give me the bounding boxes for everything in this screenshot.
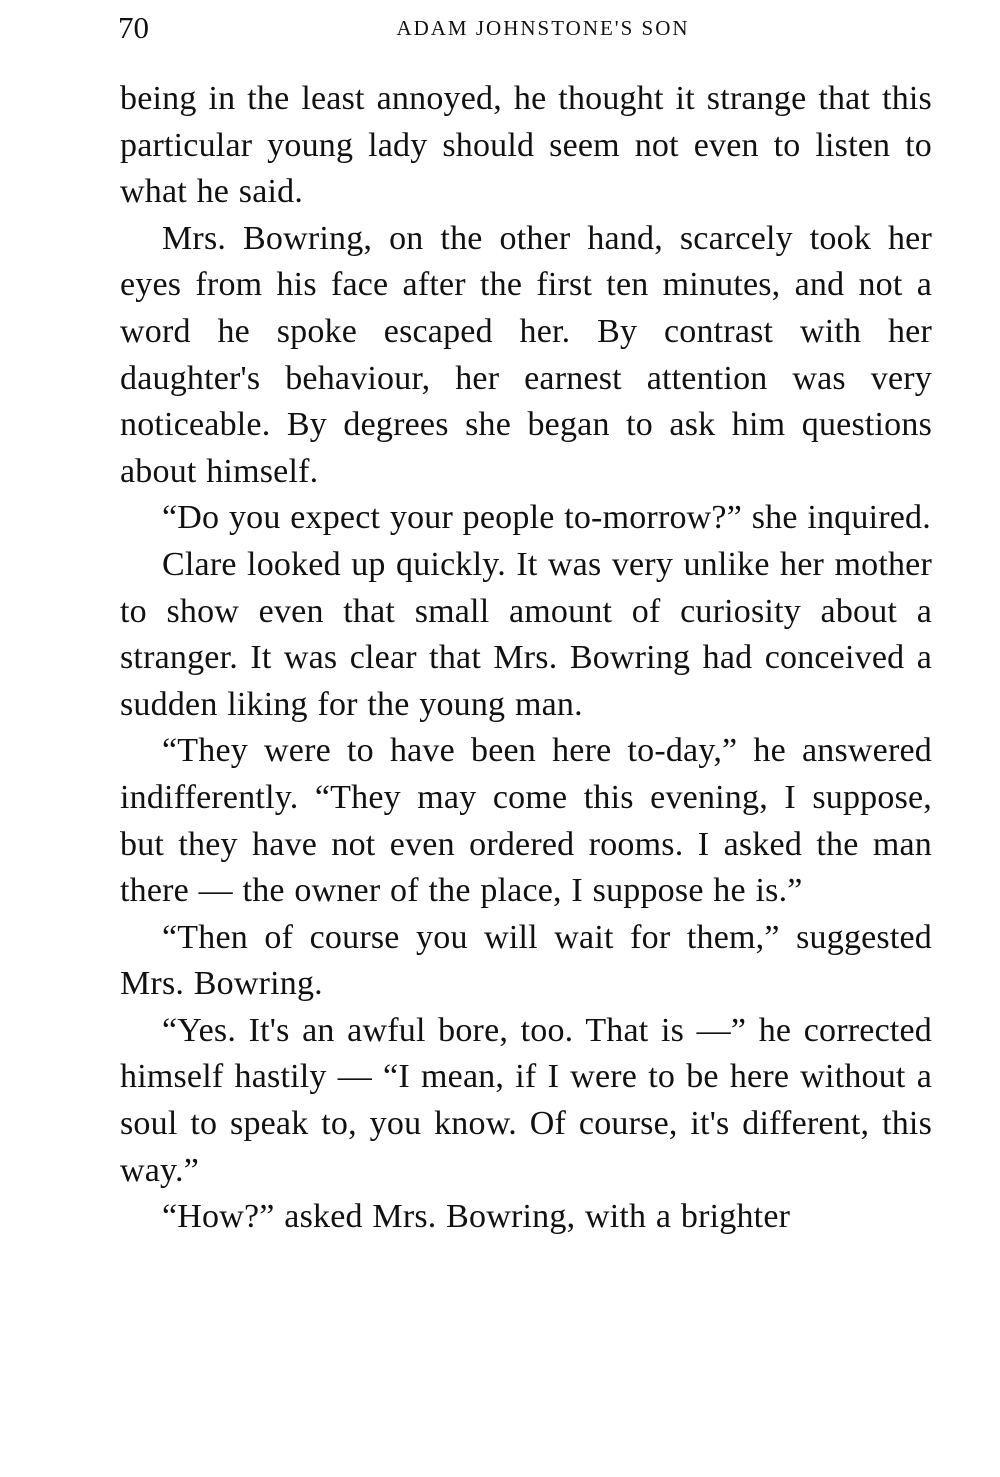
paragraph: “How?” asked Mrs. Bowring, with a brighter xyxy=(162,1198,791,1236)
paragraph: “Yes. It's an awful bore, too. That is —” he corrected himself hastily — “I mean, if I were to be here without a soul to speak to, you know. Of course, it's different, this way.” xyxy=(120,1011,932,1189)
paragraph: Mrs. Bowring, on the other hand, scarcely took her eyes from his face after the first ten minutes, and not a word he spoke escaped her. By contrast with her daughter's behaviour, her earnest attention was very noticeable. By degrees she began to ask him questions about himself. xyxy=(120,219,932,490)
body-text xyxy=(120,76,932,1241)
paragraph: “Do you expect your people to-morrow?” she inquired. xyxy=(162,499,931,537)
paragraph: Clare looked up quickly. It was very unlike her mother to show even that small amount of curiosity about a stranger. It was clear that Mrs. Bowring had conceived a sudden liking for the young man. xyxy=(120,545,932,723)
paragraph: “They were to have been here to-day,” he answered indifferently. “They may come this evening, I suppose, but they have not even ordered rooms. I asked the man there — the owner of the place, I suppose he is.” xyxy=(120,732,932,910)
page-number: 70 xyxy=(118,10,149,45)
paragraph: being in the least annoyed, he thought it strange that this particular young lady should seem not even to listen to what he said. xyxy=(120,80,932,211)
running-head xyxy=(118,8,938,48)
paragraph: “Then of course you will wait for them,” suggested Mrs. Bowring. xyxy=(120,918,932,1003)
running-title: ADAM JOHNSTONE'S SON xyxy=(396,16,690,40)
